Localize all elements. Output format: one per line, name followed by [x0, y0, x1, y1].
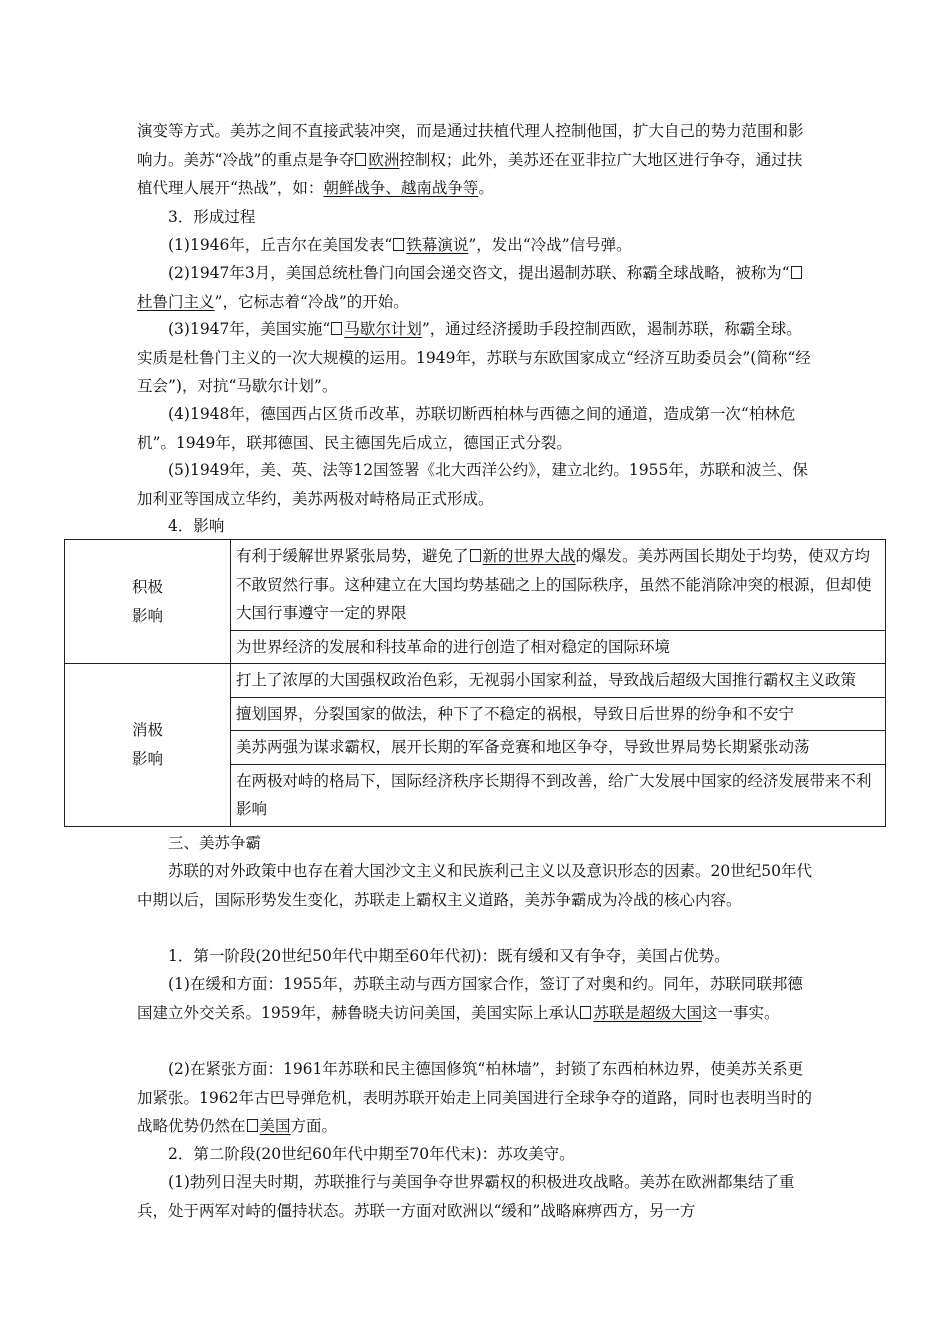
paragraph-detente: (1)在缓和方面：1955年，苏联主动与西方国家合作，签订了对奥和约。同年，苏联同联邦德国建立外交关系。1959年，赫鲁晓夫访问美国，美国实际上承认 苏联是超级大国这一事实。 [137, 975, 803, 1022]
heading-stage-one: 1．第一阶段(20世纪50年代中期至60年代初)：既有缓和又有争夺，美国占优势。 [168, 947, 730, 965]
heading-influence: 4．影响 [168, 517, 225, 535]
table-cell: 美苏两强为谋求霸权，展开长期的军备竞赛和地区争夺，导致世界局势长期紧张动荡 [231, 731, 886, 765]
checkbox-icon [470, 549, 481, 562]
paragraph-soviet-policy: 苏联的对外政策中也存在着大国沙文主义和民族利己主义以及意识形态的因素。20世纪50年代中期以后，国际形势发生变化，苏联走上霸权主义道路，美苏争霸成为冷战的核心内容。 [137, 862, 812, 909]
checkbox-icon [393, 238, 404, 251]
table-row [65, 664, 886, 698]
table-cell: 擅划国界，分裂国家的做法，种下了不稳定的祸根，导致日后世界的纷争和不安宁 [231, 697, 886, 731]
section-heading-us-soviet-rivalry: 三、美苏争霸 [168, 834, 262, 852]
heading-formation-process: 3．形成过程 [168, 208, 256, 226]
paragraph-marshall-plan: (3)1947年，美国实施“ 马歇尔计划”，通过经济援助手段控制西欧，遏制苏联，称霸全球。实质是杜鲁门主义的一次大规模的运用。1949年，苏联与东欧国家成立“经济互助委员会”(简称“经互会”)，对抗“马歇尔计划”。 [137, 320, 811, 395]
table-cell: 为世界经济的发展和科技革命的进行创造了相对稳定的国际环境 [231, 630, 886, 664]
checkbox-icon [580, 1006, 591, 1019]
negative-influence-label: 消极 影响 [65, 664, 231, 827]
paragraph-berlin-crisis: (4)1948年，德国西占区货币改革，苏联切断西柏林与西德之间的通道，造成第一次“柏林危机”。1949年，联邦德国、民主德国先后成立，德国正式分裂。 [137, 405, 796, 452]
paragraph-iron-curtain: (1)1946年，丘吉尔在美国发表“ 铁幕演说”，发出“冷战”信号弹。 [168, 236, 632, 254]
table-cell: 有利于缓解世界紧张局势，避免了 新的世界大战的爆发。美苏两国长期处于均势，使双方均不敢贸然行事。这种建立在大国均势基础之上的国际秩序，虽然不能消除冲突的根源，但却使大国行事遵守一定的界限 [231, 540, 886, 631]
checkbox-icon [355, 153, 366, 166]
checkbox-icon [331, 322, 342, 335]
checkbox-icon [247, 1119, 258, 1132]
paragraph-brezhnev: (1)勃列日涅夫时期，苏联推行与美国争夺世界霸权的积极进攻战略。美苏在欧洲都集结了重兵，处于两军对峙的僵持状态。苏联一方面对欧洲以“缓和”战略麻痹西方，另一方 [137, 1173, 795, 1220]
paragraph-truman-doctrine: (2)1947年3月，美国总统杜鲁门向国会递交咨文，提出遏制苏联、称霸全球战略，被称为“杜鲁门主义”，它标志着“冷战”的开始。 [137, 259, 817, 316]
checkbox-icon [791, 266, 802, 279]
table-cell: 在两极对峙的格局下，国际经济秩序长期得不到改善，给广大发展中国家的经济发展带来不利影响 [231, 764, 886, 826]
positive-influence-label: 积极 影响 [65, 540, 231, 664]
table-row [65, 540, 886, 631]
heading-stage-two: 2．第二阶段(20世纪60年代中期至70年代末)：苏攻美守。 [168, 1145, 575, 1163]
paragraph-cold-war-methods: 演变等方式。美苏之间不直接武装冲突，而是通过扶植代理人控制他国，扩大自己的势力范围和影响力。美苏“冷战”的重点是争夺 欧洲控制权；此外，美苏还在亚非拉广大地区进行争夺，通过扶植代理人展开“热战”，如：朝鲜战争、越南战争等。 [137, 122, 804, 197]
influence-table [64, 539, 886, 827]
table-cell: 打上了浓厚的大国强权政治色彩，无视弱小国家利益，导致战后超级大国推行霸权主义政策 [231, 664, 886, 698]
paragraph-tension: (2)在紧张方面：1961年苏联和民主德国修筑“柏林墙”，封锁了东西柏林边界，使美苏关系更加紧张。1962年古巴导弹危机，表明苏联开始走上同美国进行全球争夺的道路，同时也表明当时的战略优势仍然在 美国方面。 [137, 1060, 812, 1135]
paragraph-nato-warsaw: (5)1949年，美、英、法等12国签署《北大西洋公约》，建立北约。1955年，苏联和波兰、保加利亚等国成立华约，美苏两极对峙格局正式形成。 [137, 461, 808, 508]
